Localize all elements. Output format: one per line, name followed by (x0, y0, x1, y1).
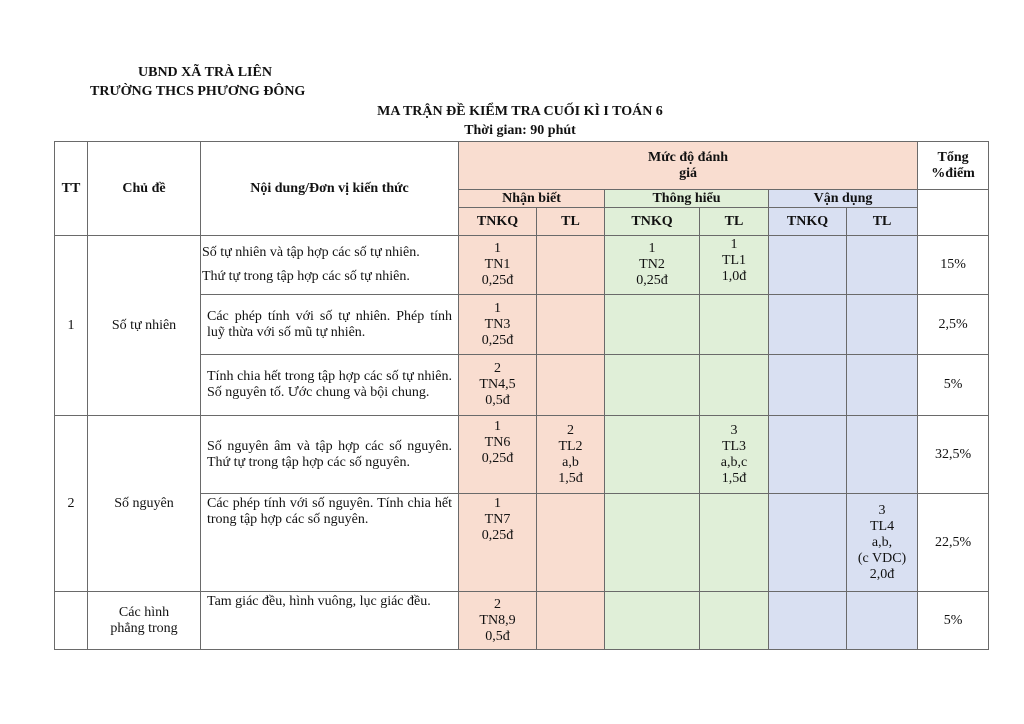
cell-vd-tnkq (769, 494, 847, 592)
cell-line: 1,5đ (721, 470, 747, 486)
sub-vd-tl: TL (847, 208, 918, 236)
cell-line: TN7 (484, 512, 511, 527)
cell-nb-tnkq (459, 416, 537, 494)
header-total (918, 142, 989, 190)
cell-line: 0,25đ (481, 273, 514, 288)
school-name: TRƯỜNG THCS PHƯƠNG ĐÔNG (90, 84, 306, 99)
cell-line: 2,0đ (869, 566, 895, 582)
sub-th-tnkq: TNKQ (605, 208, 700, 236)
cell-line: TL3 (721, 438, 747, 454)
cell-line: TN6 (484, 435, 511, 450)
org-name: UBND XÃ TRÀ LIÊN (138, 65, 272, 80)
content-line: Thứ tự trong tập hợp các số tự nhiên. (202, 269, 410, 284)
content-cell: Các phép tính với số tự nhiên. Phép tính luỹ thừa với số mũ tự nhiên. (201, 295, 459, 355)
cell-vd-tl (847, 494, 918, 592)
document-title: MA TRẬN ĐỀ KIỂM TRA CUỐI KÌ I TOÁN 6 (377, 104, 663, 119)
header-level-understanding: Thông hiểu (605, 190, 769, 208)
cell-line: TN4,5 (479, 377, 516, 392)
cell-nb-tl (537, 236, 605, 295)
header-tt: TT (55, 142, 88, 236)
header-topic: Chủ đề (88, 142, 201, 236)
cell-th-tnkq (605, 592, 700, 650)
cell-line: 2 (494, 596, 501, 612)
cell-th-tl (700, 295, 769, 355)
cell-line: TN1 (484, 257, 511, 272)
cell-nb-tl (537, 355, 605, 416)
cell-vd-tl (847, 416, 918, 494)
cell-line: TL4 (869, 518, 895, 534)
cell-nb-tl (537, 295, 605, 355)
cell-vd-tnkq (769, 592, 847, 650)
cell-line: a,b,c (720, 454, 748, 470)
cell-line: 0,25đ (481, 451, 514, 466)
cell-total: 2,5% (918, 295, 989, 355)
cell-vd-tl (847, 295, 918, 355)
table-row (55, 236, 989, 295)
cell-vd-tnkq (769, 236, 847, 295)
cell-vd-tl (847, 592, 918, 650)
cell-th-tnkq (605, 355, 700, 416)
header-total-blank (918, 190, 989, 236)
cell-nb-tnkq (459, 355, 537, 416)
cell-nb-tnkq (459, 592, 537, 650)
cell-line: 1 (494, 496, 501, 511)
cell-line: 2 (494, 361, 501, 376)
row-tt (55, 592, 88, 650)
cell-line: 3 (878, 502, 886, 518)
cell-th-tl (700, 355, 769, 416)
cell-total: 22,5% (918, 494, 989, 592)
cell-line: TN3 (484, 316, 511, 332)
header-level-application: Vận dụng (769, 190, 918, 208)
cell-line: 1 (730, 237, 738, 252)
sub-th-tl: TL (700, 208, 769, 236)
row-topic: Số nguyên (88, 416, 201, 592)
cell-total: 15% (918, 236, 989, 295)
content-line: Số tự nhiên và tập hợp các số tự nhiên. (202, 245, 420, 260)
cell-nb-tl (537, 494, 605, 592)
cell-nb-tnkq (459, 236, 537, 295)
content-cell: Số nguyên âm và tập hợp các số nguyên. Thứ tự trong tập hợp các số nguyên. (201, 416, 459, 494)
cell-line: TN8,9 (479, 612, 516, 628)
header-level-recognition: Nhận biết (459, 190, 605, 208)
content-cell (201, 236, 459, 295)
header-content: Nội dung/Đơn vị kiến thức (201, 142, 459, 236)
topic-line: phẳng trong (110, 620, 178, 636)
row-topic: Số tự nhiên (88, 236, 201, 416)
cell-th-tnkq (605, 416, 700, 494)
assessment-matrix-table (54, 141, 989, 650)
sub-nb-tnkq: TNKQ (459, 208, 537, 236)
cell-line: 1 (494, 241, 501, 256)
row-tt: 2 (55, 416, 88, 592)
table-row (55, 592, 989, 650)
cell-line: TN2 (639, 257, 665, 272)
cell-line: 1 (494, 419, 501, 434)
content-cell: Các phép tính với số nguyên. Tính chia hết trong tập hợp các số nguyên. (201, 494, 459, 592)
cell-nb-tl (537, 416, 605, 494)
cell-vd-tl (847, 355, 918, 416)
cell-vd-tnkq (769, 355, 847, 416)
header-total-line2: %điểm (931, 165, 975, 181)
cell-line: 0,25đ (481, 528, 514, 543)
cell-th-tl (700, 236, 769, 295)
header-level-line2: giá (679, 165, 697, 181)
cell-th-tl (700, 416, 769, 494)
cell-line: a,b (562, 454, 579, 470)
cell-th-tnkq (605, 494, 700, 592)
content-cell: Tam giác đều, hình vuông, lục giác đều. (201, 592, 459, 650)
cell-line: 0,5đ (485, 628, 510, 644)
cell-line: 1 (494, 300, 501, 316)
table-row (55, 416, 989, 494)
topic-line: Các hình (118, 604, 170, 620)
cell-th-tl (700, 494, 769, 592)
cell-line: 0,25đ (481, 332, 514, 348)
cell-line: 3 (730, 422, 738, 438)
sub-nb-tl: TL (537, 208, 605, 236)
header-total-line1: Tổng (937, 149, 969, 165)
cell-vd-tnkq (769, 295, 847, 355)
cell-line: 0,5đ (485, 393, 510, 408)
cell-vd-tl (847, 236, 918, 295)
header-assessment-level (459, 142, 918, 190)
cell-line: 1,0đ (721, 269, 747, 284)
content-cell: Tính chia hết trong tập hợp các số tự nhiên. Số nguyên tố. Ước chung và bội chung. (201, 355, 459, 416)
cell-line: 1 (648, 241, 656, 256)
cell-th-tnkq (605, 236, 700, 295)
cell-line: 2 (567, 422, 574, 438)
exam-duration: Thời gian: 90 phút (464, 123, 576, 138)
cell-total: 5% (918, 592, 989, 650)
cell-vd-tnkq (769, 416, 847, 494)
cell-total: 32,5% (918, 416, 989, 494)
row-tt: 1 (55, 236, 88, 416)
cell-th-tl (700, 592, 769, 650)
cell-nb-tnkq (459, 295, 537, 355)
cell-line: TL1 (721, 253, 747, 268)
header-level-line1: Mức độ đánh (648, 149, 729, 165)
cell-line: TL2 (558, 438, 583, 454)
cell-line: (c VDC) (857, 550, 907, 566)
cell-line: a,b, (871, 534, 893, 550)
cell-total: 5% (918, 355, 989, 416)
cell-th-tnkq (605, 295, 700, 355)
cell-line: 1,5đ (558, 470, 583, 486)
row-topic (88, 592, 201, 650)
sub-vd-tnkq: TNKQ (769, 208, 847, 236)
cell-nb-tl (537, 592, 605, 650)
cell-nb-tnkq (459, 494, 537, 592)
cell-line: 0,25đ (636, 273, 668, 288)
